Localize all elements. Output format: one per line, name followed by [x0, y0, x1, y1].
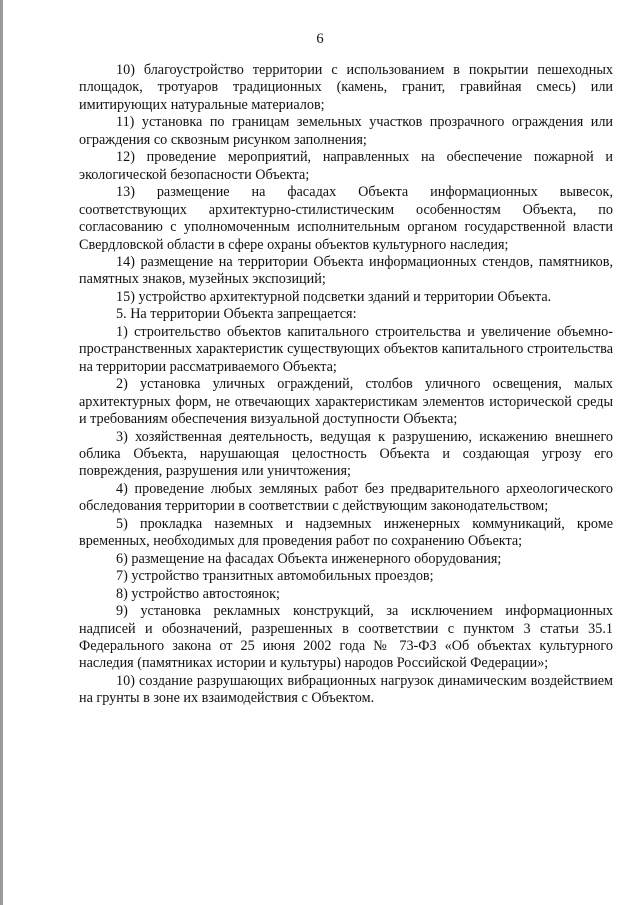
paragraph: 6) размещение на фасадах Объекта инженерного оборудования; [116, 550, 502, 567]
scan-edge [0, 0, 3, 905]
paragraph: 9) установка рекламных конструкций, за исключением информационных надписей и обозначений, разрешенных в соответствии с пунктом 3 статьи 35.1 Федерального закона от 25 июня 2002 года № 73-ФЗ «Об объектах культурного наследия (памятниках истории и культуры) народов Российской Федерации»; [79, 603, 613, 672]
paragraph: 5) прокладка наземных и надземных инженерных коммуникаций, кроме временных, необходимых для проведения работ по сохранению Объекта; [79, 515, 613, 550]
paragraph: 2) установка уличных ограждений, столбов уличного освещения, малых архитектурных форм, не отвечающих характеристикам элементов исторической среды и требованиям обеспечения визуальной доступности Объекта; [79, 376, 613, 428]
paragraph: 1) строительство объектов капитального строительства и увеличение объемно-пространственных характеристик существующих объектов капитального строительства на территории рассматриваемого Объекта; [79, 323, 613, 375]
paragraph: 7) устройство транзитных автомобильных проездов; [116, 568, 434, 585]
paragraph: 8) устройство автостоянок; [116, 585, 280, 602]
paragraph: 10) создание разрушающих вибрационных нагрузок динамическим воздействием на грунты в зоне их взаимодействия с Объектом. [79, 672, 613, 707]
document-body [79, 62, 613, 708]
paragraph: 4) проведение любых земляных работ без предварительного археологического обследования территории в соответствии с действующим законодательством; [79, 480, 613, 515]
paragraph: 3) хозяйственная деятельность, ведущая к разрушению, искажению внешнего облика Объекта, нарушающая целостность Объекта и создающая угрозу его повреждения, разрушения или уничтожения; [79, 428, 613, 480]
page-number: 6 [316, 31, 324, 47]
paragraph: 15) устройство архитектурной подсветки зданий и территории Объекта. [116, 288, 552, 305]
section-heading: 5. На территории Объекта запрещается: [116, 306, 357, 323]
paragraph: 14) размещение на территории Объекта информационных стендов, памятников, памятных знаков, музейных экспозиций; [79, 253, 613, 288]
paragraph: 10) благоустройство территории с использованием в покрытии пешеходных площадок, тротуаров традиционных (камень, гранит, гравийная смесь) или имитирующих натуральные материалов; [79, 62, 613, 113]
paragraph: 12) проведение мероприятий, направленных на обеспечение пожарной и экологической безопасности Объекта; [79, 149, 613, 183]
paragraph: 11) установка по границам земельных участков прозрачного ограждения или ограждения со сквозным рисунком заполнения; [79, 114, 613, 148]
paragraph: 13) размещение на фасадах Объекта информационных вывесок, соответствующих архитектурно-стилистическим особенностям Объекта, по согласованию с уполномоченным исполнительным органом государственной власти Свердловской области в сфере охраны объектов культурного наследия; [79, 184, 613, 253]
